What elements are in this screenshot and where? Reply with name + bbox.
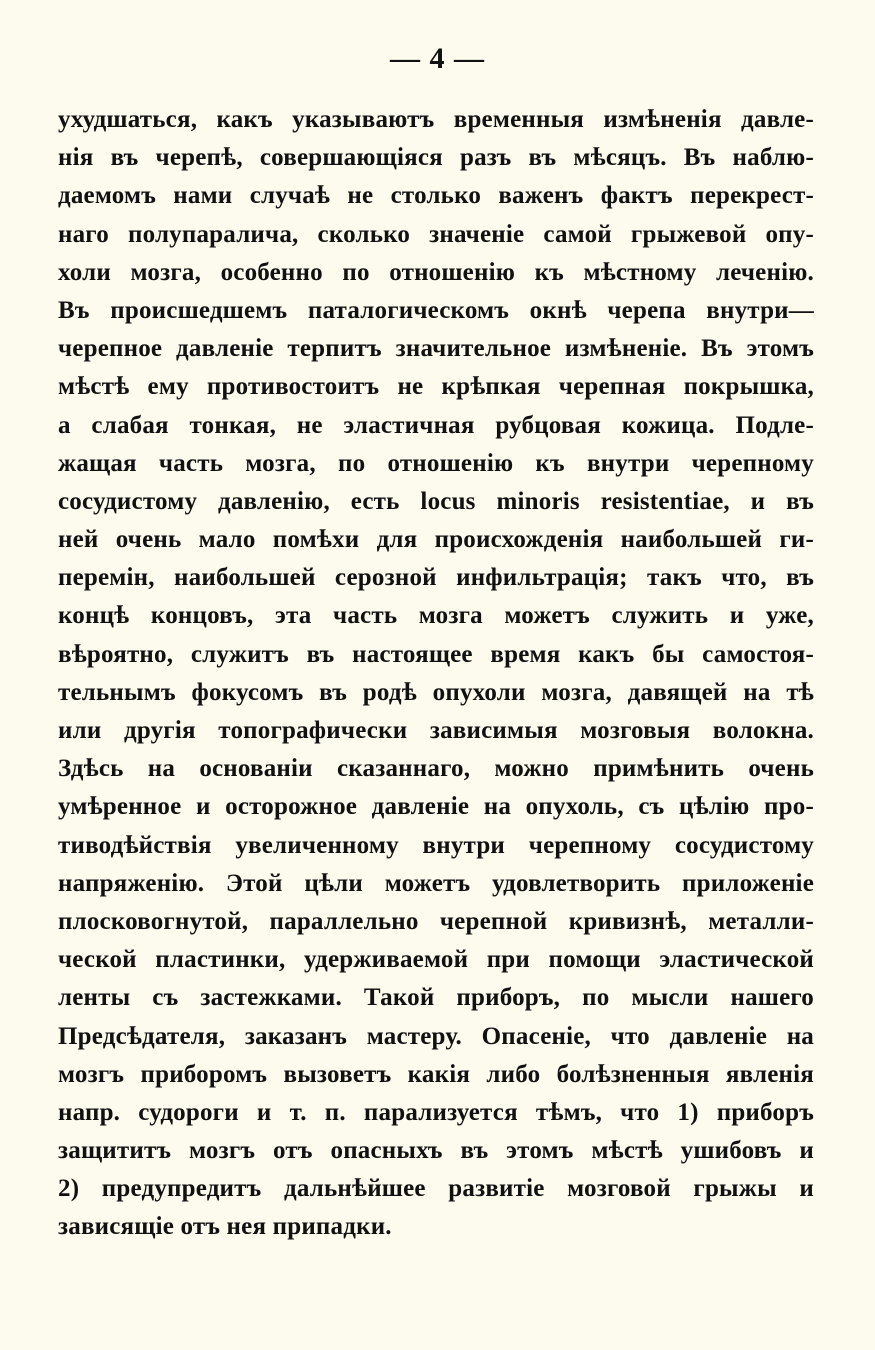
text-line: напряженію. Этой цѣли можетъ удовлетворить приложеніе — [58, 869, 814, 897]
text-line: ухудшаться, какъ указываютъ временныя измѣненія давле- — [58, 106, 814, 133]
text-line: сосудистому давленію, есть locus minoris resistentiae, и въ — [58, 487, 814, 515]
text-line: вѣроятно, служитъ въ настоящее время какъ бы самостоя- — [58, 640, 814, 668]
text-line: зависящіе отъ нея припадки. — [58, 1213, 392, 1241]
text-line: наго полупаралича, сколько значеніе самой грыжевой опу- — [58, 220, 814, 248]
text-line: даемомъ нами случаѣ не столько важенъ фактъ перекрест- — [58, 182, 814, 210]
text-line: черепное давленіе терпитъ значительное измѣненіе. Въ этомъ — [58, 335, 814, 363]
text-line: ческой пластинки, удерживаемой при помощи эластической — [58, 946, 814, 974]
text-line: или другія топографически зависимыя мозговыя волокна. — [58, 717, 814, 744]
text-line: перемін, наибольшей серозной инфильтрація; такъ что, въ — [58, 564, 814, 592]
text-line: 2) предупредитъ дальнѣйшее развитіе мозговой грыжы и — [58, 1175, 814, 1203]
text-line: тиводѣйствія увеличенному внутри черепному сосудистому — [58, 831, 814, 859]
text-line: плосковогнутой, параллельно черепной кривизнѣ, металли- — [58, 907, 814, 935]
text-line: ленты съ застежками. Такой приборъ, по мысли нашего — [58, 984, 814, 1012]
text-line: Въ происшедшемъ паталогическомъ окнѣ черепа внутри— — [58, 296, 814, 324]
text-line: мозгъ приборомъ вызоветъ какія либо болѣзненныя явленія — [58, 1060, 814, 1088]
text-line: жащая часть мозга, по отношенію къ внутри черепному — [58, 449, 814, 477]
text-line: напр. судороги и т. п. парализуется тѣмъ, что 1) приборъ — [58, 1098, 814, 1126]
text-line: а слабая тонкая, не эластичная рубцовая кожица. Подле- — [58, 411, 814, 439]
body-text — [58, 101, 814, 1247]
text-line: умѣренное и осторожное давленіе на опухоль, съ цѣлію про- — [58, 793, 814, 821]
text-line: концѣ концовъ, эта часть мозга можетъ служить и уже, — [58, 602, 814, 630]
text-line: мѣстѣ ему противостоитъ не крѣпкая черепная покрышка, — [58, 373, 814, 401]
page-number: — 4 — — [390, 42, 485, 75]
text-line: нія въ черепѣ, совершающіяся разъ въ мѣсяцъ. Въ наблю- — [58, 144, 814, 172]
text-line: ней очень мало помѣхи для происхожденія наибольшей ги- — [58, 526, 814, 554]
text-line: защититъ мозгъ отъ опасныхъ въ этомъ мѣстѣ ушибовъ и — [58, 1137, 814, 1165]
text-line: Предсѣдателя, заказанъ мастеру. Опасеніе, что давленіе на — [58, 1022, 814, 1050]
text-line: Здѣсь на основаніи сказаннаго, можно примѣнить очень — [58, 755, 814, 783]
text-line: холи мозга, особенно по отношенію къ мѣстному леченію. — [58, 258, 814, 286]
text-line: тельнымъ фокусомъ въ родѣ опухоли мозга, давящей на тѣ — [58, 678, 814, 706]
